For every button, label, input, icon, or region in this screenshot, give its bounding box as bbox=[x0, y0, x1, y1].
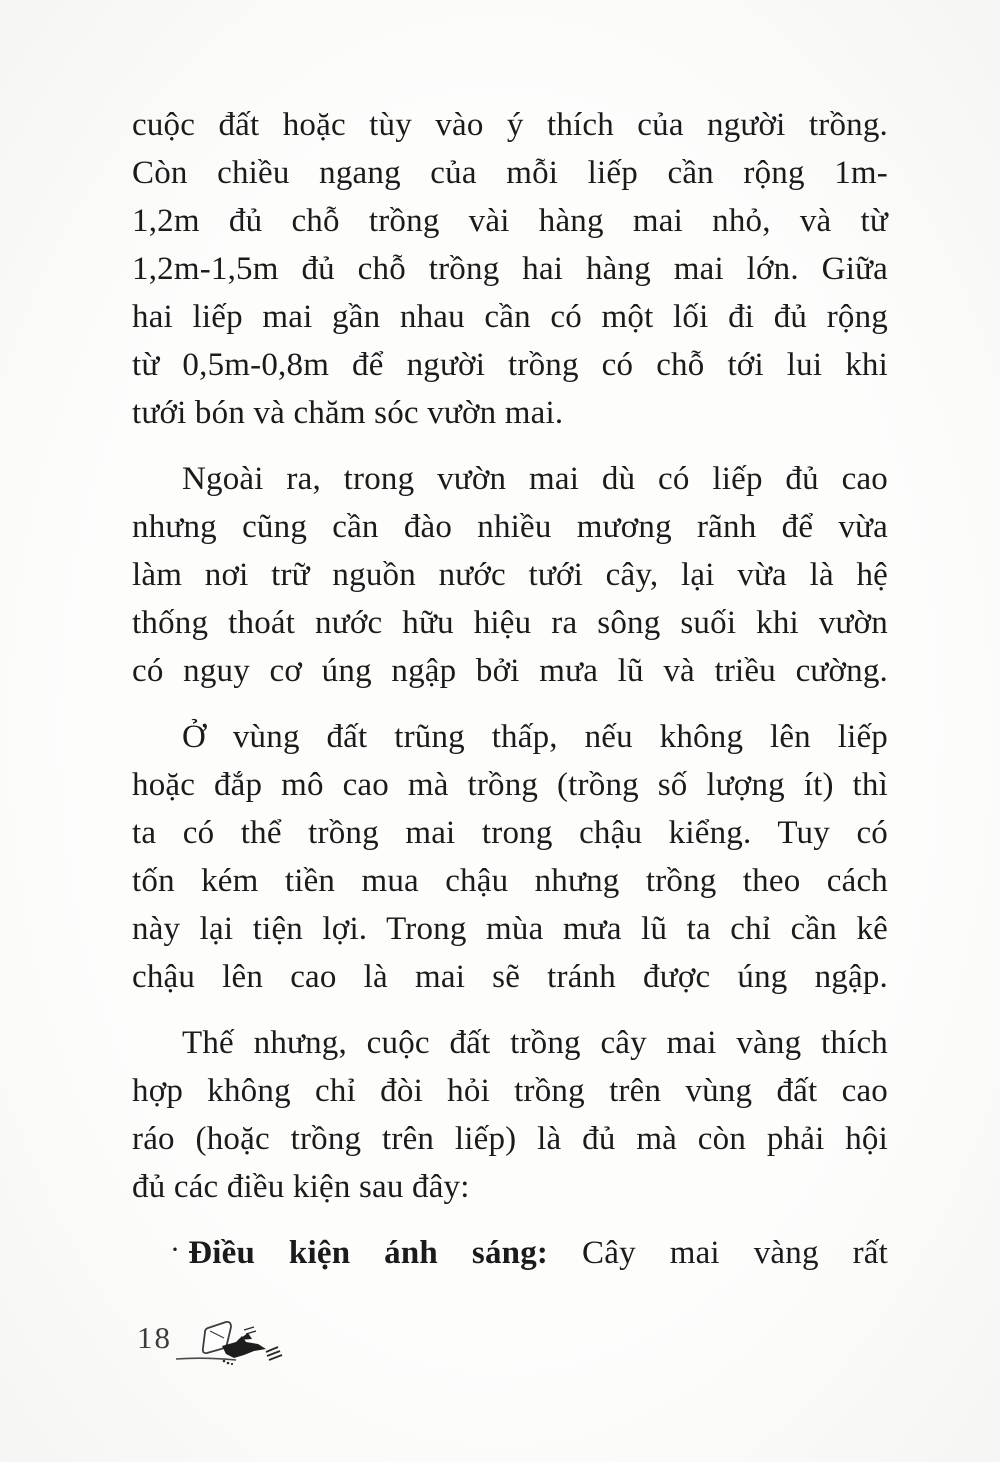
bullet-line bbox=[132, 1229, 888, 1278]
bird-sketch-icon bbox=[174, 1318, 286, 1377]
paragraph bbox=[132, 1019, 888, 1211]
text-line: làm nơi trữ nguồn nước tưới cây, lại vừa là hệ bbox=[132, 557, 888, 593]
text-line: này lại tiện lợi. Trong mùa mưa lũ ta chỉ cần kê bbox=[132, 911, 888, 947]
paragraph bbox=[132, 101, 888, 437]
text-line: ta có thể trồng mai trong chậu kiểng. Tuy có bbox=[132, 815, 888, 851]
text-line: Ở vùng đất trũng thấp, nếu không lên liếp bbox=[182, 719, 888, 755]
text-line: tưới bón và chăm sóc vườn mai. bbox=[132, 395, 564, 431]
paragraph bbox=[132, 455, 888, 695]
text-line: tốn kém tiền mua chậu nhưng trồng theo cách bbox=[132, 863, 888, 899]
text-line: ráo (hoặc trồng trên liếp) là đủ mà còn phải hội bbox=[132, 1121, 888, 1157]
text-line: Thế nhưng, cuộc đất trồng cây mai vàng thích bbox=[182, 1025, 888, 1061]
text-line: thống thoát nước hữu hiệu ra sông suối khi vườn bbox=[132, 605, 888, 641]
text-line: từ 0,5m-0,8m để người trồng có chỗ tới lui khi bbox=[132, 347, 888, 383]
page-footer bbox=[137, 1318, 286, 1372]
text-line: Ngoài ra, trong vườn mai dù có liếp đủ cao bbox=[182, 461, 888, 497]
bullet-rest-text: Cây mai vàng rất bbox=[582, 1235, 889, 1271]
text-line: nhưng cũng cần đào nhiều mương rãnh để vừa bbox=[132, 509, 888, 545]
text-line: hoặc đắp mô cao mà trồng (trồng số lượng ít) thì bbox=[132, 767, 888, 803]
text-line: cuộc đất hoặc tùy vào ý thích của người trồng. bbox=[132, 107, 888, 143]
text-line: Còn chiều ngang của mỗi liếp cần rộng 1m- bbox=[132, 155, 888, 191]
text-line: hợp không chỉ đòi hỏi trồng trên vùng đất cao bbox=[132, 1073, 888, 1109]
text-line: chậu lên cao là mai sẽ tránh được úng ngập. bbox=[132, 959, 888, 995]
text-column bbox=[132, 101, 888, 1278]
text-line: hai liếp mai gần nhau cần có một lối đi đủ rộng bbox=[132, 299, 888, 335]
paragraph bbox=[132, 713, 888, 1001]
text-line: có nguy cơ úng ngập bởi mưa lũ và triều cường. bbox=[132, 653, 888, 689]
text-line: 1,2m đủ chỗ trồng vài hàng mai nhỏ, và từ bbox=[132, 203, 888, 239]
page-number: 18 bbox=[137, 1320, 172, 1355]
bullet-bold-label: Điều kiện ánh sáng: bbox=[188, 1235, 549, 1271]
bullet-paragraph bbox=[132, 1229, 888, 1278]
text-line: đủ các điều kiện sau đây: bbox=[132, 1169, 470, 1205]
bullet-marker: · bbox=[170, 1233, 181, 1266]
text-line: 1,2m-1,5m đủ chỗ trồng hai hàng mai lớn. Giữa bbox=[132, 251, 888, 287]
